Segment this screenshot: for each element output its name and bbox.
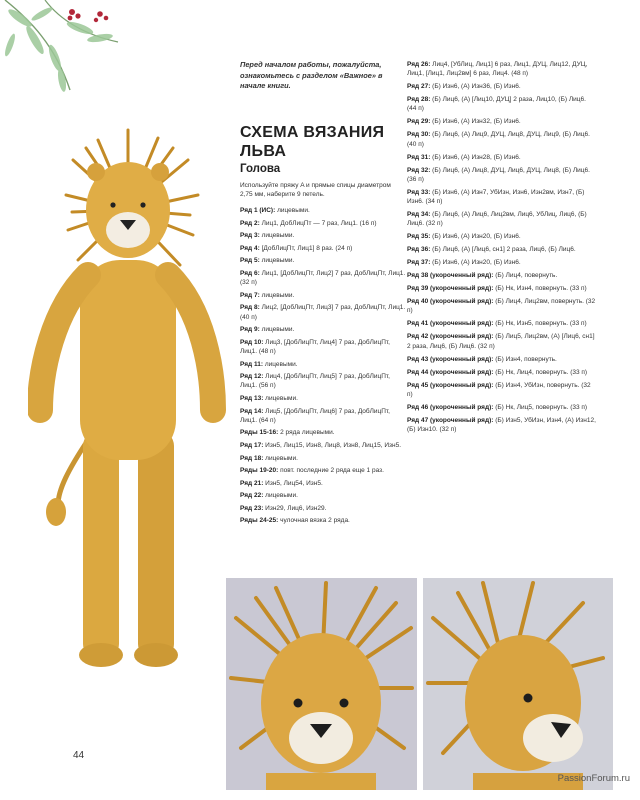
row-label: Ряд 10: (240, 338, 264, 346)
row-instructions: (Б) Изн4, УбИзн, повернуть. (32 п) (407, 381, 591, 398)
row-instructions: лицевыми. (259, 257, 295, 265)
pattern-row (407, 332, 597, 350)
row-label: Ряд 37: (407, 259, 431, 267)
row-instructions: Лиц3, [ДобЛицПт, Лиц4] 7 раз, ДобЛицПт, Лиц1. (48 п) (240, 338, 390, 355)
row-instructions: (Б) Изн6, (А) Изн7, УбИзн, Изн6, Изн2вм, Изн7, (Б) Изн6. (34 п) (407, 188, 585, 206)
pattern-row (240, 516, 406, 525)
pattern-row (240, 479, 406, 488)
row-instructions: чулочная вязка 2 ряда. (278, 517, 350, 525)
pattern-row (240, 428, 406, 437)
row-instructions: 2 ряда лицевыми. (278, 429, 335, 437)
row-label: Ряд 47 (укороченный ряд): (407, 416, 494, 424)
row-instructions: лицевыми. (263, 394, 298, 402)
row-label: Ряд 22: (240, 492, 264, 500)
pattern-row (407, 60, 597, 78)
row-label: Ряд 36: (407, 246, 431, 254)
row-label: Ряд 12: (240, 373, 264, 381)
pattern-row (240, 206, 406, 215)
intro-note: Перед началом работы, пожалуйста, ознакомьтесь с разделом «Важное» в начале книги. (240, 60, 383, 90)
row-instructions: Лиц4, [ДобЛицПт, Лиц5] 7 раз, ДобЛицПт, Лиц1. (56 п) (240, 373, 390, 390)
pattern-row (407, 153, 597, 162)
row-instructions: (Б) Нк, Лиц5, повернуть. (33 п) (493, 403, 588, 411)
pattern-row (240, 244, 406, 253)
pattern-row (407, 381, 597, 399)
row-label: Ряд 17: (240, 441, 264, 449)
pattern-row (407, 297, 597, 315)
pattern-row (407, 403, 597, 412)
row-label: Ряд 45 (укороченный ряд): (407, 381, 494, 389)
row-instructions: (Б) Лиц6, (А) Лиц9, ДУЦ, Лиц8, ДУЦ, Лиц9, (Б) Лиц6. (40 п) (407, 131, 590, 148)
row-label: Ряд 28: (407, 96, 431, 104)
row-label: Ряд 35: (407, 233, 431, 241)
row-instructions: лицевыми. (259, 326, 295, 334)
row-instructions: (Б) Лиц6, (А) Лиц8, ДУЦ, Лиц6, ДУЦ, Лиц8, (Б) Лиц6. (36 п) (407, 166, 590, 183)
row-instructions: Лиц4, [УбЛиц, Лиц1] 6 раз, Лиц1, ДУЦ, Лиц12, ДУЦ, Лиц1, [Лиц1, Лиц2вм] 6 раз, Лиц4. (48 п) (407, 61, 588, 78)
row-label: Ряд 7: (240, 291, 260, 299)
row-instructions: (Б) Изн6, (А) Изн28, (Б) Изн6. (430, 153, 521, 161)
pattern-row (407, 271, 597, 280)
lion-head-front-photo (226, 578, 417, 790)
row-label: Ряд 44 (укороченный ряд): (407, 368, 494, 376)
pattern-row (240, 325, 406, 334)
row-instructions: (Б) Лиц4, Лиц2вм, повернуть. (32 п) (407, 298, 596, 315)
row-label: Ряд 30: (407, 131, 431, 139)
row-label: Ряд 3: (240, 232, 260, 240)
pattern-row (240, 219, 406, 228)
pattern-row (240, 441, 406, 450)
pattern-row (407, 258, 597, 267)
pattern-row (240, 504, 406, 513)
row-instructions: (Б) Изн4, повернуть. (493, 355, 557, 363)
pattern-row (240, 303, 406, 321)
row-label: Ряд 39 (укороченный ряд): (407, 285, 494, 293)
pattern-row (240, 407, 406, 425)
row-instructions: (Б) Лиц6, (А) Лиц6, Лиц2вм, Лиц6, УбЛиц, Лиц6, (Б) Лиц6. (32 п) (407, 211, 587, 228)
row-instructions: лицевыми. (263, 454, 298, 462)
pattern-row (407, 232, 597, 241)
row-label: Ряд 46 (укороченный ряд): (407, 403, 494, 411)
row-label: Ряд 14: (240, 407, 264, 415)
row-instructions: [ДобЛицПт, Лиц1] 8 раз. (24 п) (259, 244, 353, 252)
row-label: Ряд 31: (407, 153, 431, 161)
pattern-row (407, 130, 597, 148)
row-label: Ряд 32: (407, 166, 431, 174)
row-label: Ряд 2: (240, 219, 260, 227)
row-label: Ряд 11: (240, 360, 264, 368)
row-label: Ряд 18: (240, 454, 264, 462)
row-instructions: лицевыми. (259, 232, 295, 240)
lead-paragraph: Используйте пряжу A и прямые спицы диаметром 2,75 мм, наберите 9 петель. (240, 182, 391, 199)
row-instructions: Лиц5, [ДобЛицПт, Лиц6] 7 раз, ДобЛицПт, Лиц1. (64 п) (240, 407, 390, 424)
pattern-row (407, 284, 597, 293)
pattern-row (240, 454, 406, 463)
pattern-row (407, 166, 597, 184)
row-label: Ряд 21: (240, 479, 264, 487)
branch-illustration (0, 0, 120, 95)
row-instructions: (Б) Изн6, (А) Изн32, (Б) Изн6. (430, 118, 521, 126)
row-label: Ряд 4: (240, 244, 260, 252)
row-instructions: Лиц1, ДобЛицПт — 7 раз, Лиц1. (16 п) (259, 219, 377, 227)
row-instructions: Изн29, Лиц6, Изн29. (263, 504, 327, 512)
row-label: Ряд 38 (укороченный ряд): (407, 272, 494, 280)
pattern-row (240, 269, 406, 287)
pattern-row (240, 231, 406, 240)
row-label: Ряд 6: (240, 269, 260, 277)
pattern-row (240, 394, 406, 403)
row-label: Ряд 27: (407, 83, 431, 91)
row-instructions: Изн5, Лиц54, Изн5. (263, 479, 323, 487)
row-label: Ряд 29: (407, 118, 431, 126)
row-instructions: (Б) Нк, Изн5, повернуть. (33 п) (493, 320, 587, 328)
row-label: Ряды 24-25: (240, 517, 279, 525)
pattern-row (240, 256, 406, 265)
watermark: PassionForum.ru (557, 773, 630, 784)
row-label: Ряд 42 (укороченный ряд): (407, 333, 494, 341)
row-label: Ряды 19-20: (240, 467, 279, 475)
pattern-row (407, 245, 597, 254)
row-instructions: (Б) Изн6, (А) Изн20, (Б) Изн6. (430, 259, 521, 267)
row-instructions: (Б) Изн6, (А) Изн20, (Б) Изн6. (430, 233, 521, 241)
pattern-row (407, 355, 597, 364)
pattern-row (240, 291, 406, 300)
row-instructions: лицевыми. (263, 360, 298, 368)
pattern-row (407, 117, 597, 126)
row-instructions: повт. последние 2 ряда еще 1 раз. (278, 467, 384, 475)
row-label: Ряд 13: (240, 394, 264, 402)
row-label: Ряд 33: (407, 188, 431, 196)
row-instructions: (Б) Лиц6, (А) [Лиц10, ДУЦ] 2 раза, Лиц10, (Б) Лиц6. (44 п) (407, 96, 586, 113)
page-title: СХЕМА ВЯЗАНИЯ ЛЬВА (240, 124, 385, 160)
row-label: Ряд 1 (ИС): (240, 207, 276, 214)
row-label: Ряд 40 (укороченный ряд): (407, 298, 494, 306)
lion-head-side-photo (423, 578, 613, 790)
pattern-rows-right (407, 60, 597, 438)
lion-toy-photo (28, 110, 228, 690)
section-heading: Голова (240, 163, 281, 175)
row-instructions: лицевыми. (259, 291, 295, 299)
pattern-row (240, 338, 406, 356)
row-instructions: лицевыми. (275, 207, 310, 214)
row-instructions: Лиц1, [ДобЛицПт, Лиц2] 7 раз, ДобЛицПт, Лиц1. (32 п) (240, 269, 406, 287)
row-label: Ряд 23: (240, 504, 264, 512)
row-label: Ряд 9: (240, 326, 260, 334)
pattern-row (407, 368, 597, 377)
page-number: 44 (73, 750, 85, 761)
pattern-row (407, 210, 597, 228)
row-instructions: (Б) Нк, Лиц4, повернуть. (33 п) (493, 368, 588, 376)
row-label: Ряд 5: (240, 257, 260, 265)
row-label: Ряд 26: (407, 61, 431, 68)
row-instructions: (Б) Изн6, (А) Изн36, (Б) Изн6. (430, 83, 521, 91)
row-label: Ряд 8: (240, 304, 260, 312)
row-instructions: (Б) Нк, Изн4, повернуть. (33 п) (493, 285, 587, 293)
pattern-row (407, 319, 597, 328)
row-instructions: (Б) Лиц6, (А) [Лиц6, сн1] 2 раза, Лиц6, (Б) Лиц6. (430, 246, 576, 254)
row-label: Ряд 43 (укороченный ряд): (407, 355, 494, 363)
pattern-row (240, 372, 406, 390)
pattern-row (407, 416, 597, 434)
pattern-row (240, 491, 406, 500)
row-label: Ряд 34: (407, 211, 431, 219)
row-label: Ряды 15-16: (240, 429, 279, 437)
row-label: Ряд 41 (укороченный ряд): (407, 320, 494, 328)
pattern-row (407, 82, 597, 91)
pattern-row (407, 95, 597, 113)
pattern-row (407, 188, 597, 206)
row-instructions: лицевыми. (263, 492, 298, 500)
pattern-rows-left (240, 206, 406, 529)
pattern-row (240, 466, 406, 475)
row-instructions: (Б) Изн5, УбИзн, Изн4, (А) Изн12, (Б) Изн10. (32 п) (407, 416, 596, 434)
row-instructions: (Б) Лиц5, Лиц2вм, (А) [Лиц6, сн1] 2 раза, Лиц6, (Б) Лиц6. (32 п) (407, 333, 595, 350)
pattern-row (240, 360, 406, 369)
row-instructions: Изн5, Лиц15, Изн8, Лиц8, Изн8, Лиц15, Изн5. (263, 441, 402, 449)
row-instructions: Лиц2, [ДобЛицПт, Лиц3] 7 раз, ДобЛицПт, Лиц1. (40 п) (240, 304, 406, 321)
row-instructions: (Б) Лиц4, повернуть. (493, 272, 558, 280)
